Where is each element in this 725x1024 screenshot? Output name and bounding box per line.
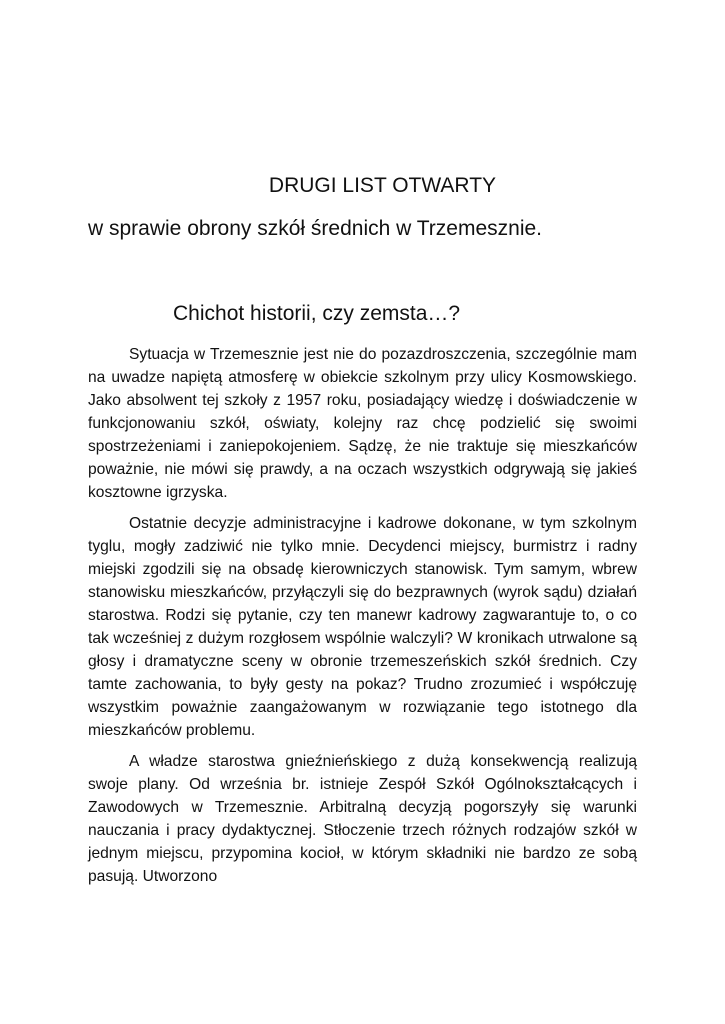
paragraph-1: Sytuacja w Trzemesznie jest nie do pozazdroszczenia, szczególnie mam na uwadze napiętą atmosferę w obiekcie szkolnym przy ulicy Kosmowskiego. Jako absolwent tej szkoły z 1957 roku, posiadający wiedzę i doświadczenie w funkcjonowaniu szkół, oświaty, kolejny raz chcę podzielić się swoimi spostrzeżeniami i zaniepokojeniem. Sądzę, że nie traktuje się mieszkańców poważnie, nie mówi się prawdy, a na oczach wszystkich odgrywają się jakieś kosztowne igrzyska.: [88, 346, 637, 501]
document-title: DRUGI LIST OTWARTY: [268, 174, 497, 197]
body-text: [88, 343, 637, 896]
paragraph-2: Ostatnie decyzje administracyjne i kadrowe dokonane, w tym szkolnym tyglu, mogły zadziwić nie tylko mnie. Decydenci miejscy, burmistrz i radny miejski zgodzili się na obsadę kierowniczych stanowisk. Tym samym, wbrew stanowisku mieszkańców, przyłączyli się do bezprawnych (wyrok sądu) działań starostwa. Rodzi się pytanie, czy ten manewr kadrowy zagwarantuje to, o co tak wcześniej z dużym rozgłosem wspólnie walczyli? W kronikach utrwalone są głosy i dramatyczne sceny w obronie trzemeszeńskich szkół średnich. Czy tamte zachowania, to były gesty na pokaz? Trudno zrozumieć i współczuję wszystkim poważnie zaangażowanym w rozwiązanie tego istotnego dla mieszkańców problemu.: [88, 515, 637, 739]
paragraph-3: A władze starostwa gnieźnieńskiego z dużą konsekwencją realizują swoje plany. Od września br. istnieje Zespół Szkół Ogólnokształcących i Zawodowych w Trzemesznie. Arbitralną decyzją pogorszyły się warunki nauczania i pracy dydaktycznej. Stłoczenie trzech różnych rodzajów szkół w jednym miejscu, przypomina kocioł, w którym składniki nie bardzo ze sobą pasują. Utworzono: [88, 753, 637, 885]
document-title-subject: w sprawie obrony szkół średnich w Trzemesznie.: [88, 217, 543, 240]
section-heading: Chichot historii, czy zemsta…?: [173, 302, 461, 325]
